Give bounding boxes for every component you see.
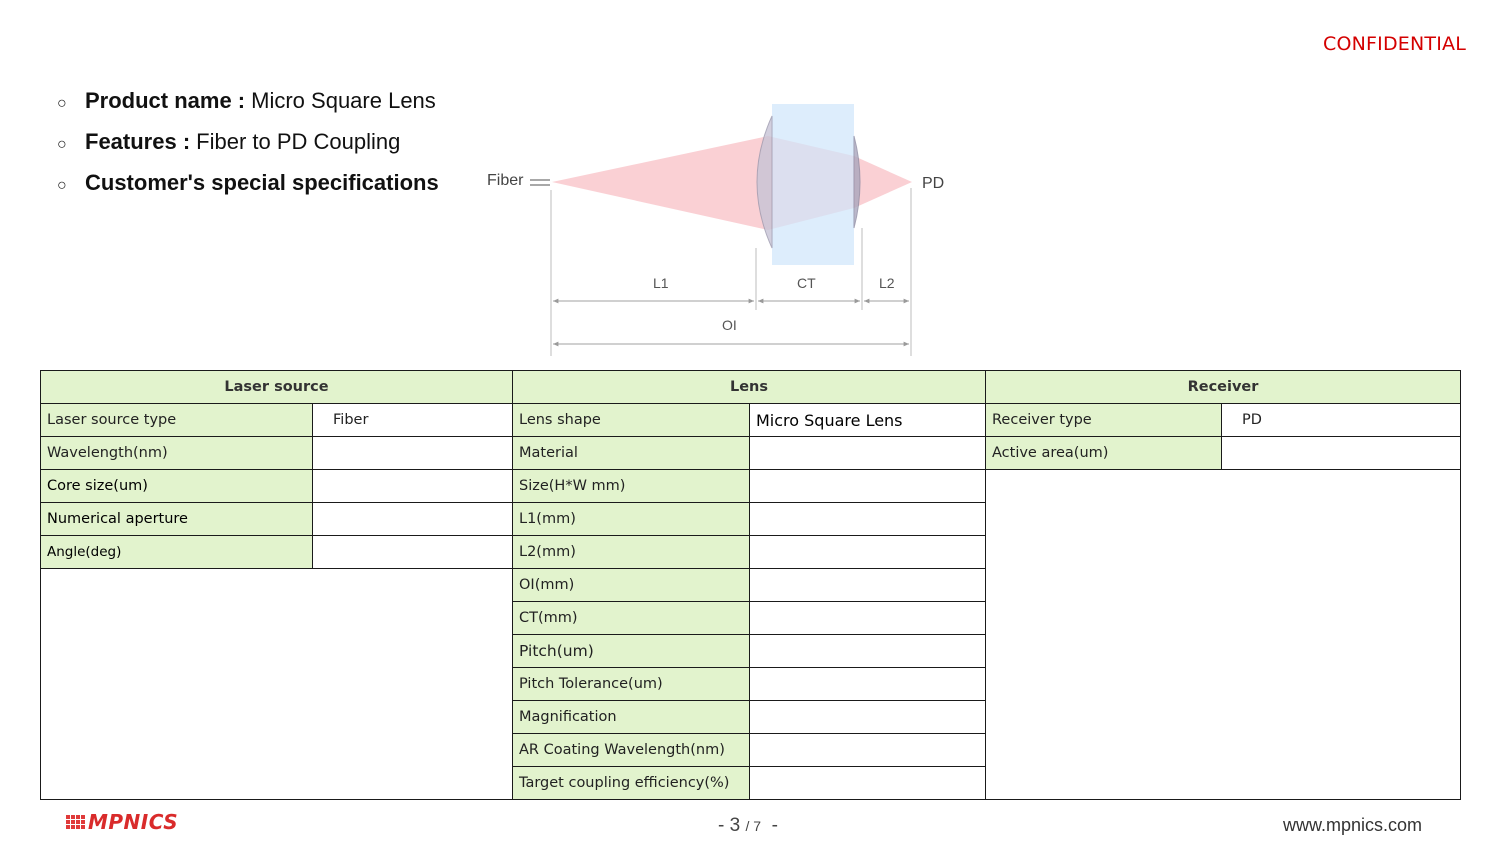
bullet-circle-icon: ○ xyxy=(57,136,67,153)
bullet-list xyxy=(57,88,439,211)
active-area-label: Active area(um) xyxy=(986,437,1222,470)
angle-value[interactable] xyxy=(313,536,513,569)
receiver-type-label: Receiver type xyxy=(986,404,1222,437)
bullet-label: Customer's special specifications xyxy=(85,170,439,195)
l2-label: L2 xyxy=(879,275,895,291)
wavelength-label: Wavelength(nm) xyxy=(41,437,313,470)
material-label: Material xyxy=(513,437,750,470)
size-value[interactable] xyxy=(750,470,986,503)
lens-left-surface xyxy=(757,116,772,248)
l2-mm-label: L2(mm) xyxy=(513,536,750,569)
size-label: Size(H*W mm) xyxy=(513,470,750,503)
bullet-special-specs xyxy=(57,170,439,211)
magnification-value[interactable] xyxy=(750,701,986,734)
lens-shape-value[interactable]: Micro Square Lens xyxy=(750,404,986,437)
logo-grid-icon xyxy=(66,815,85,829)
table-header-row xyxy=(41,371,1461,404)
bullet-label: Features : xyxy=(85,129,191,154)
coupling-diagram xyxy=(480,98,960,360)
bullet-label: Product name : xyxy=(85,88,246,113)
header-lens: Lens xyxy=(513,371,986,404)
target-efficiency-label: Target coupling efficiency(%) xyxy=(513,767,750,800)
numerical-aperture-value[interactable] xyxy=(313,503,513,536)
lens-body xyxy=(772,104,854,265)
magnification-label: Magnification xyxy=(513,701,750,734)
angle-label: Angle(deg) xyxy=(41,536,313,569)
ct-label: CT xyxy=(797,275,816,291)
header-receiver: Receiver xyxy=(986,371,1461,404)
ar-coating-label: AR Coating Wavelength(nm) xyxy=(513,734,750,767)
target-efficiency-value[interactable] xyxy=(750,767,986,800)
ar-coating-value[interactable] xyxy=(750,734,986,767)
oi-mm-value[interactable] xyxy=(750,569,986,602)
table-row xyxy=(41,404,1461,437)
spec-table xyxy=(40,370,1461,800)
table-row xyxy=(41,470,1461,503)
bullet-circle-icon: ○ xyxy=(57,177,67,194)
fiber-tip xyxy=(530,184,550,186)
website-url[interactable]: www.mpnics.com xyxy=(1282,815,1422,835)
receiver-type-value[interactable]: PD xyxy=(1222,404,1461,437)
pitch-tolerance-label: Pitch Tolerance(um) xyxy=(513,668,750,701)
l2-mm-value[interactable] xyxy=(750,536,986,569)
laser-empty-area xyxy=(41,569,513,800)
mpnics-logo xyxy=(66,810,178,834)
pitch-tolerance-value[interactable] xyxy=(750,668,986,701)
bullet-value: Fiber to PD Coupling xyxy=(196,129,401,154)
current-page: 3 xyxy=(729,815,741,836)
header-laser-source: Laser source xyxy=(41,371,513,404)
l1-mm-value[interactable] xyxy=(750,503,986,536)
beam-in xyxy=(552,136,768,230)
pd-label: PD xyxy=(922,175,945,192)
ct-mm-value[interactable] xyxy=(750,602,986,635)
material-value[interactable] xyxy=(750,437,986,470)
confidential-label: CONFIDENTIAL xyxy=(1322,33,1466,55)
logo-wordmark: MPNICS xyxy=(88,810,179,834)
ct-mm-label: CT(mm) xyxy=(513,602,750,635)
table-row xyxy=(41,437,1461,470)
fiber-label: Fiber xyxy=(487,172,524,189)
bullet-circle-icon: ○ xyxy=(57,95,67,112)
bullet-features xyxy=(57,129,439,170)
total-pages: 7 xyxy=(753,818,762,834)
laser-source-type-label: Laser source type xyxy=(41,404,313,437)
lens-shape-label: Lens shape xyxy=(513,404,750,437)
core-size-label: Core size(um) xyxy=(41,470,313,503)
pitch-label: Pitch(um) xyxy=(513,635,750,668)
core-size-value[interactable] xyxy=(313,470,513,503)
numerical-aperture-label: Numerical aperture xyxy=(41,503,313,536)
oi-mm-label: OI(mm) xyxy=(513,569,750,602)
oi-label: OI xyxy=(722,317,737,333)
bullet-product-name xyxy=(57,88,439,129)
receiver-empty-area xyxy=(986,470,1461,800)
pitch-value[interactable] xyxy=(750,635,986,668)
laser-source-type-value[interactable]: Fiber xyxy=(313,404,513,437)
l1-label: L1 xyxy=(653,275,669,291)
bullet-value: Micro Square Lens xyxy=(251,88,436,113)
wavelength-value[interactable] xyxy=(313,437,513,470)
fiber-tip xyxy=(530,179,550,181)
lens-right-surface xyxy=(854,136,860,228)
page-number: - 3 / 7 - xyxy=(718,815,778,836)
active-area-value[interactable] xyxy=(1222,437,1461,470)
l1-mm-label: L1(mm) xyxy=(513,503,750,536)
